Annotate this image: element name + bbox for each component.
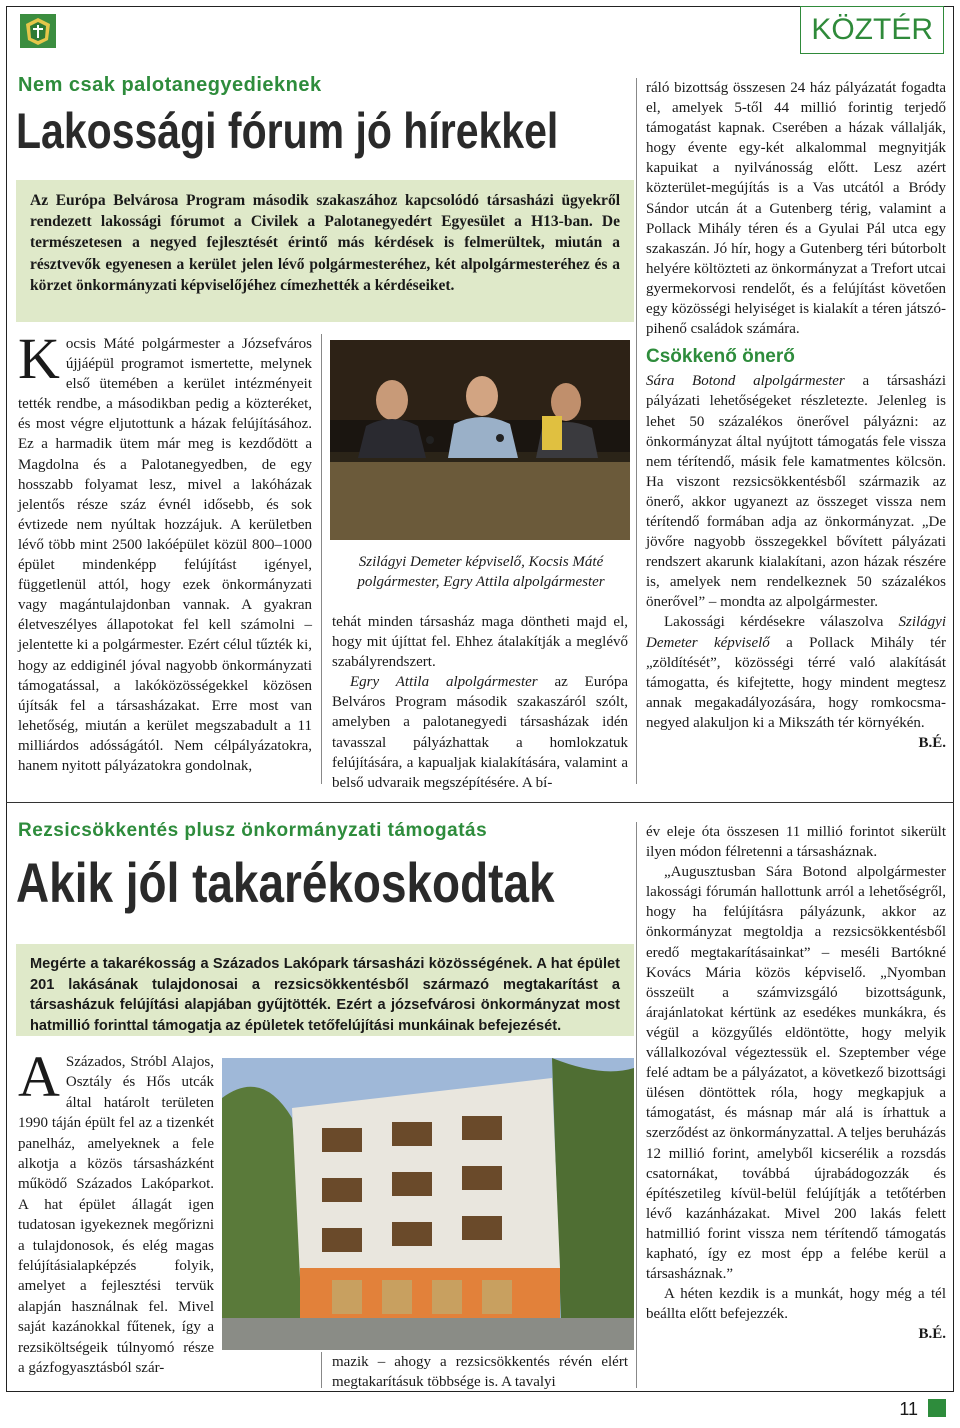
article2-col3 <box>646 822 946 1344</box>
column-rule <box>321 334 322 784</box>
article1-lead: Az Európa Belvárosa Program második szakaszához kapcsolódó társasházi ügyekről rendezett lakossági fórumot a Civilek a Palotanegyedért Egyesület a H13-ban. De természetesen a negyed fejlesztését érintő más kérdések is felmerültek, miután a résztvevők egyenesen a kerület jelen lévő polgármesteréhez, két alpolgármesteréhez és a körzet önkormányzati képviselőjéhez címezhették a kérdéseiket. <box>16 180 634 322</box>
column-rule <box>636 78 637 784</box>
article2-col2 <box>332 1352 628 1392</box>
article1-col2 <box>332 612 628 793</box>
egry-attila-name: Egry Attila alpolgármester <box>350 674 538 691</box>
article1-col2-p2: az Európa Belváros Program második szakaszáról szólt, amelyben a palotanegyedi társasházak idén tavasszal pályázhattak a homlokzatuk felújítására, a kapualjak kialakítására, valamint a belső udvaraik megszépítésére. A bí- <box>332 674 628 791</box>
article1-col3 <box>646 78 946 753</box>
article2-lead: Megérte a takarékosság a Százados Lakópark társasházi közösségének. A hat épület 201 lakásának tulajdonosai a rezsicsökkentésből származó megtakarítást a társasházuk felújítási alapjában gyűjtötték. Ezért a józsefvárosi önkormányzat most hatmillió forinttal támogatja az épületek tetőfelújítási munkáinak befejezését. <box>16 944 634 1036</box>
section-label: KÖZTÉR <box>800 6 944 54</box>
subhead-csokkeno-onero: Csökkenő önerő <box>646 346 795 368</box>
article1-kicker: Nem csak palotanegyedieknek <box>18 74 322 96</box>
article1-col3-p3a: Lakossági kérdésekre válaszolva <box>664 614 899 631</box>
article2-kicker: Rezsicsökkentés plusz önkormányzati támogatás <box>18 820 488 841</box>
article1-col3-p2: a társasházi pályázati lehetőségeket részletezte. Jelenleg is lehet 50 százalékos önerővel pályázni: az önkormányzat által nyújtott támogatás fele vissza nem térítendő, másik fele kamatmentes kölcsön. Ha viszont rezsicsökkentésből származik az önerő, akkor ugyanezt az összeget vissza nem térítendő formában adja az önkormányzat. „De jövőre nagyobb összegekkel bővített pályázati rendszert akarunk kialakítani, azon házak részére is, amelyek nem rendelkeznek 50 százalékos önerővel” – mondta az alpolgármester. <box>646 373 946 611</box>
column-rule <box>321 1352 322 1388</box>
article1-col1-text: ocsis Máté polgármester a Józsefváros újjáépül programot ismertette, melynek első ütemében a kerület intézményeit tették rendbe, a másodikban pedig a közteréket, és most végre eljutottunk a házak felújításához. Ez a harmadik ütem már meg is kezdődött a Magdolna és a Palotanegyedben, de egy hosszabb folyamat lesz, mivel a lakóházak jelentős része száz évnél idősebb, és sok évtizede nem nyúltak hozzájuk. A kerületben lévő több mint 2500 lakóépület közül 800–1000 épület mindenképp felújítást igényel, függetlenül attól, hogy ezek önkormányzati vagy magántulajdonban vannak. A gyakran életveszélyes állapotokat fel kell számolni – jelentette ki a polgármester. Ezért célul tűzték ki, hogy az eddiginél jóval nagyobb önkormányzati támogatással, a lakóközösségekkel közösen újítsák fel a társasházakat. Erre most van lehetőség, miután a kerület megszabadult a 11 milliárdos adósságától. Nem célpályázatokra, hanem nyitott pályázatokra gondolnak, <box>18 336 312 774</box>
article-divider <box>6 802 954 803</box>
article2-byline: B.É. <box>918 1326 946 1343</box>
photo-caption: Szilágyi Demeter képviselő, Kocsis Máté polgármester, Egry Attila alpolgármester <box>357 554 605 590</box>
article1-dropcap: K <box>18 326 60 391</box>
article2-col2-text: mazik – ahogy a rezsicsökkentés révén elért megtakarításuk többsége is. A tavalyi <box>332 1354 628 1391</box>
sara-botond-name: Sára Botond alpolgármester <box>646 373 845 390</box>
article2-col3-p2: „Augusztusban Sára Botond alpolgármester lakossági fórumán hallottunk arról a lehetőségről, hogy ha felújításra pályázunk, akkor az önkormányzat megtoldja a rezsicsökkentésből eredő megtakarításainkat” – meséli Bartókné Kovács Mária közös képviselő. „Nyomban összeült a számvizsgáló bizottságunk, árajánlatokat kértünk az esedékes munkákra, és végül a közgyűlés eldöntötte, hogy melyik vállalkozóval végeztessük el. Szeptember vége felé adtam be a pályázatot, a következő bizottsági ülésen döntöttek róla, hogy megkapjuk a támogatást, és másnap már alá is írhattuk a szerződést az önkormányzattal. A teljes beruházás 12 millió forint, amelyből kicserélik a rozsdás csatornákat, továbbá újrabádogozzák és építészetileg kívül-belül felújítják a tetőtérben lévő kazánházakat. Mivel 200 lakás felett hatmillió forint vissza nem térítendő támogatás kapható, így ez most épp a felébe kerül a társasháznak.” <box>646 864 946 1283</box>
page-number: 11 <box>899 1399 918 1419</box>
article2-dropcap: A <box>18 1044 60 1109</box>
article1-col1 <box>18 326 312 776</box>
building-photo <box>222 1058 634 1350</box>
article2-col3-p1: év eleje óta összesen 11 millió forintot sikerült ilyen módon félretenni a társasháznak. <box>646 824 946 861</box>
article1-byline: B.É. <box>918 735 946 751</box>
district-crest-icon <box>20 14 56 48</box>
article2-col1-text: Százados, Stróbl Alajos, Osztály és Hős utcák által határolt területen 1990 táján épült fel az a tizenkét panelház, amelyeknek a fele alkotja a közös társasházként működő Százados Lakóparkot. A hat épület állagát igen tudatosan igyekeznek megőrizni a tulajdonosok, és elég magas felújításialapképzés folyik, amelyet a fejlesztési tervük alapján használnak fel. Mivel saját kazánokkal fűtenek, így a rezsiköltségeik túlnyomó része a gázfogyasztásból szár- <box>18 1054 214 1377</box>
article1-col2-p1: tehát minden társasház maga döntheti majd el, hogy mit újíttat fel. Ehhez átalakítják a meglévő szabályrendszert. <box>332 614 628 671</box>
article2-title: Akik jól takarékoskodtak <box>16 851 555 914</box>
article1-title: Lakossági fórum jó hírekkel <box>16 103 559 159</box>
article2-col3-p3: A héten kezdik is a munkát, hogy még a tél beállta előtt befejezzék. <box>646 1286 946 1323</box>
page-marker-square <box>928 1399 946 1417</box>
article1-col3-p1: ráló bizottság összesen 24 ház pályázatát fogadta el, amelyek 5-től 44 millió forintig terjedő támogatást kapnak. Cserében a házak vállalják, hogy évente egy-két alkalommal megnyitják kapuikat a nyilvánosság előtt. Lesz azért közterület-megújítás is a Vas utcától a Bródy Sándor utcán át a Gutenberg térig, valamint a Pollack Mihály téren és a Gyulai Pál utca egy szakaszán. Jó hír, hogy a Gutenberg téri bútorbolt helyére költözteti az önkormányzat a Trefort utcai gyermekorvosi rendelőt, és a felújítást követően egy közösségi helyiséget is kialakít a téren játszó-pihenő családok számára. <box>646 80 946 338</box>
column-rule <box>636 822 637 1388</box>
article2-col1 <box>18 1044 214 1379</box>
forum-photo <box>330 340 630 540</box>
szilagyi-demeter-name: Szilágyi Demeter képviselő <box>646 614 946 651</box>
article1-col3-p3b: a Pollack Mihály tér „zöldítését”, közösségi térré való alakítását támogatta, és kifejtette, hogy mindent megtesz annak megakadályozására, hogy romkocsma-negyed alakuljon ki a Mikszáth tér környékén. <box>646 634 946 731</box>
